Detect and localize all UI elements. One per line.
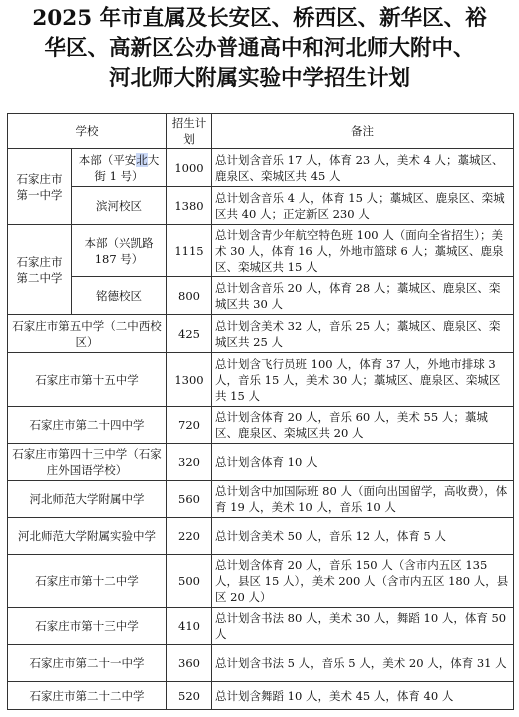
notes-cell: 总计划含体育 20 人，音乐 60 人，美术 55 人；藁城区、鹿泉区、栾城区共 20 人 bbox=[212, 407, 514, 444]
notes-cell: 总计划含体育 10 人 bbox=[212, 444, 514, 481]
table-row bbox=[8, 407, 514, 444]
table-header-row bbox=[8, 114, 514, 149]
notes-cell: 总计划含飞行员班 100 人，体育 37 人，外地市排球 3 人，音乐 15 人，美术 30 人；藁城区、鹿泉区、栾城区共 15 人 bbox=[212, 353, 514, 407]
plan-count: 720 bbox=[167, 407, 212, 444]
notes-cell: 总计划含体育 20 人，音乐 150 人（含市内五区 135 人，县区 15 人），美术 200 人（含市内五区 180 人，县区 20 人） bbox=[212, 555, 514, 608]
plan-count: 360 bbox=[167, 645, 212, 682]
table-row bbox=[8, 353, 514, 407]
notes-cell: 总计划含音乐 17 人，体育 23 人，美术 4 人；藁城区、鹿泉区、栾城区共 45 人 bbox=[212, 149, 514, 187]
enrollment-plan-table bbox=[7, 113, 514, 710]
table-row bbox=[8, 225, 514, 277]
selected-text[interactable]: 北 bbox=[136, 152, 148, 167]
plan-count: 1300 bbox=[167, 353, 212, 407]
campus-name: 铭德校区 bbox=[72, 277, 167, 315]
notes-cell: 总计划含音乐 4 人，体育 15 人；藁城区、鹿泉区、栾城区共 40 人；正定新区 230 人 bbox=[212, 187, 514, 225]
school-name: 石家庄市第十二中学 bbox=[8, 555, 167, 608]
notes-cell: 总计划含青少年航空特色班 100 人（面向全省招生）；美术 30 人，体育 16 人，外地市篮球 6 人；藁城区、鹿泉区、栾城区共 15 人 bbox=[212, 225, 514, 277]
table-row bbox=[8, 608, 514, 645]
notes-cell: 总计划含美术 32 人，音乐 25 人；藁城区、鹿泉区、栾城区共 25 人 bbox=[212, 315, 514, 353]
plan-count: 500 bbox=[167, 555, 212, 608]
notes-cell: 总计划含中加国际班 80 人（面向出国留学，高收费），体育 19 人，美术 10 人，音乐 10 人 bbox=[212, 481, 514, 518]
school-name: 石家庄市第一中学 bbox=[8, 149, 72, 225]
plan-count: 1380 bbox=[167, 187, 212, 225]
title-line-3: 河北师大附属实验中学招生计划 bbox=[108, 66, 410, 91]
table-row bbox=[8, 481, 514, 518]
school-name: 石家庄市第二中学 bbox=[8, 225, 72, 315]
school-name: 石家庄市第二十二中学 bbox=[8, 682, 167, 710]
header-school: 学校 bbox=[8, 114, 167, 149]
school-name: 石家庄市第二十一中学 bbox=[8, 645, 167, 682]
notes-cell: 总计划含书法 5 人，音乐 5 人，美术 20 人，体育 31 人 bbox=[212, 645, 514, 682]
notes-cell: 总计划含音乐 20 人，体育 28 人；藁城区、鹿泉区、栾城区共 30 人 bbox=[212, 277, 514, 315]
plan-count: 800 bbox=[167, 277, 212, 315]
plan-count: 1000 bbox=[167, 149, 212, 187]
plan-count: 220 bbox=[167, 518, 212, 555]
notes-cell: 总计划含美术 50 人，音乐 12 人，体育 5 人 bbox=[212, 518, 514, 555]
school-name: 河北师范大学附属实验中学 bbox=[8, 518, 167, 555]
table-row bbox=[8, 645, 514, 682]
school-name: 河北师范大学附属中学 bbox=[8, 481, 167, 518]
school-name: 石家庄市第十三中学 bbox=[8, 608, 167, 645]
plan-count: 520 bbox=[167, 682, 212, 710]
school-name: 石家庄市第四十三中学（石家庄外国语学校） bbox=[8, 444, 167, 481]
table-row bbox=[8, 518, 514, 555]
plan-count: 410 bbox=[167, 608, 212, 645]
campus-name: 本部（兴凯路 187 号） bbox=[72, 225, 167, 277]
campus-name: 滨河校区 bbox=[72, 187, 167, 225]
plan-count: 425 bbox=[167, 315, 212, 353]
plan-count: 1115 bbox=[167, 225, 212, 277]
table-row bbox=[8, 149, 514, 187]
header-notes: 备注 bbox=[212, 114, 514, 149]
notes-cell: 总计划含舞蹈 10 人，美术 45 人，体育 40 人 bbox=[212, 682, 514, 710]
table-row bbox=[8, 555, 514, 608]
table-row bbox=[8, 277, 514, 315]
page-title bbox=[0, 4, 519, 94]
table-row bbox=[8, 187, 514, 225]
plan-count: 560 bbox=[167, 481, 212, 518]
notes-cell: 总计划含书法 80 人，美术 30 人，舞蹈 10 人，体育 50 人 bbox=[212, 608, 514, 645]
school-name: 石家庄市第二十四中学 bbox=[8, 407, 167, 444]
campus-name: 本部（平安北大街 1 号） bbox=[72, 149, 167, 187]
table-row bbox=[8, 315, 514, 353]
title-line-2: 华区、高新区公办普通高中和河北师大附中、 bbox=[44, 36, 475, 61]
school-name: 石家庄市第五中学（二中西校区） bbox=[8, 315, 167, 353]
table-row bbox=[8, 444, 514, 481]
table-row bbox=[8, 682, 514, 710]
plan-count: 320 bbox=[167, 444, 212, 481]
header-plan: 招生计划 bbox=[167, 114, 212, 149]
title-line-1: 2025 年市直属及长安区、桥西区、新华区、裕 bbox=[32, 6, 487, 31]
school-name: 石家庄市第十五中学 bbox=[8, 353, 167, 407]
